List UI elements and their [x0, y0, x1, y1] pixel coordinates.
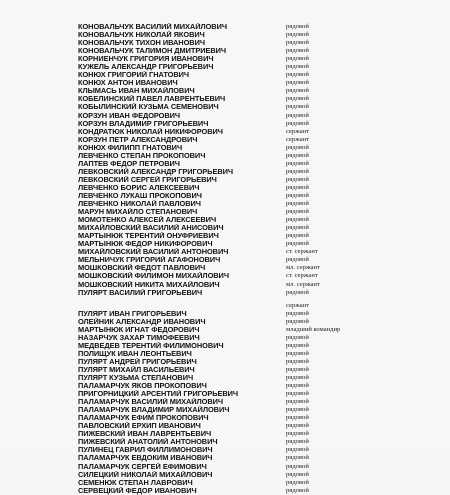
soldier-rank: рядовой: [286, 309, 309, 317]
soldier-rank: рядовой: [286, 486, 309, 494]
soldier-rank: рядовой: [286, 224, 309, 232]
list-item: [78, 454, 448, 462]
soldier-name: КОНОВАЛЬЧУК ВАСИЛИЙ МИХАЙЛОВИЧ: [78, 23, 227, 31]
soldier-name: [78, 302, 284, 310]
list-item: [78, 208, 448, 216]
soldier-name: ПРИГОРНИЦКИЙ АРСЕНТИЙ ГРИГОРЬЕВИЧ: [78, 390, 239, 399]
soldier-name: ПАЛАМАРЧУК ВЛАДИМИР МИХАЙЛОВИЧ: [78, 406, 230, 415]
list-item: [78, 438, 448, 446]
soldier-name: КОНЮХ ФИЛИПП ГНАТОВИЧ: [78, 143, 183, 152]
soldier-rank: мл. сержант: [286, 264, 320, 272]
soldier-rank: рядовой: [286, 374, 309, 382]
list-item: [78, 103, 448, 111]
soldier-rank: рядовой: [286, 317, 309, 325]
list-item: [78, 366, 448, 374]
soldier-rank: рядовой: [286, 143, 309, 151]
list-item: [78, 31, 448, 39]
soldier-name: КОБЕЛИНСКИЙ ПАВЕЛ ЛАВРЕНТЬЕВИЧ: [78, 95, 226, 104]
list-item: [78, 422, 448, 430]
list-item: [78, 281, 448, 289]
list-item: [78, 136, 448, 144]
soldier-name: ПУЛЯРТ КУЗЬМА СТЕПАНОВИЧ: [78, 374, 194, 383]
list-item: [78, 128, 448, 136]
list-item: [78, 216, 448, 224]
list-item: [78, 168, 448, 176]
soldier-name: ЛЕВЧЕНКО БОРИС АЛЕКСЕЕВИЧ: [78, 183, 200, 192]
list-item: [78, 406, 448, 414]
soldier-rank: рядовой: [286, 382, 309, 390]
soldier-name: СЕРВЕЦКИЙ ФЕДОР ИВАНОВИЧ: [78, 486, 197, 495]
soldier-rank: рядовой: [286, 87, 309, 95]
soldier-rank: рядовой: [286, 414, 309, 422]
list-item: [78, 152, 448, 160]
soldier-name: ПАЛАМАРЧУК ЕФИМ ПРОКОПОВИЧ: [78, 414, 209, 423]
list-item: [78, 350, 448, 358]
soldier-rank: рядовой: [286, 462, 309, 470]
soldier-rank: рядовой: [286, 79, 309, 87]
memorial-name-list: [78, 23, 448, 495]
soldier-name: КОНЮХ ГРИГОРИЙ ГНАТОВИЧ: [78, 71, 190, 80]
soldier-rank: рядовой: [286, 341, 309, 349]
list-item: [78, 232, 448, 240]
soldier-rank: мл. сержант: [286, 280, 320, 288]
soldier-rank: рядовой: [286, 119, 309, 127]
soldier-rank: рядовой: [286, 357, 309, 365]
list-item: [78, 326, 448, 334]
soldier-name: ЛЕВКОВСКИЙ АЛЕКСАНДР ГРИГОРЬЕВИЧ: [78, 167, 234, 176]
soldier-rank: рядовой: [286, 216, 309, 224]
list-item: [78, 39, 448, 47]
list-item: [78, 446, 448, 454]
list-item: [78, 463, 448, 471]
soldier-name: МОШКОВСКИЙ ФЕДОТ ПАВЛОВИЧ: [78, 264, 206, 273]
soldier-rank: ст. сержант: [286, 272, 318, 280]
soldier-name: ПОЛИЩУК ИВАН ЛЕОНТЬЕВИЧ: [78, 349, 192, 358]
soldier-name: КОРЗУН ИВАН ФЕДОРОВИЧ: [78, 111, 181, 120]
name-list-section: [78, 302, 448, 495]
soldier-name: ПАЛАМАРЧУК ЕВДОКИМ ИВАНОВИЧ: [78, 454, 213, 463]
list-item: [78, 272, 448, 280]
soldier-rank: сержант: [286, 301, 310, 309]
soldier-rank: рядовой: [286, 454, 309, 462]
list-item: [78, 184, 448, 192]
list-item: [78, 398, 448, 406]
list-item: [78, 471, 448, 479]
soldier-rank: рядовой: [286, 256, 309, 264]
soldier-rank: рядовой: [286, 183, 309, 191]
soldier-rank: рядовой: [286, 103, 309, 111]
soldier-rank: рядовой: [286, 232, 309, 240]
soldier-rank: рядовой: [286, 71, 309, 79]
list-item: [78, 382, 448, 390]
soldier-name: МОШКОВСКИЙ ФИЛИМОН МИХАЙЛОВИЧ: [78, 272, 229, 281]
soldier-name: ЛЕВКОВСКИЙ СЕРГЕЙ ГРИГОРЬЕВИЧ: [78, 175, 217, 184]
soldier-rank: рядовой: [286, 191, 309, 199]
soldier-name: ПУЛЯРТ АНДРЕЙ ГРИГОРЬЕВИЧ: [78, 357, 197, 366]
list-item: [78, 374, 448, 382]
soldier-name: КОНОВАЛЬЧУК НИКОЛАЙ ЯКОВИЧ: [78, 31, 205, 40]
list-item: [78, 256, 448, 264]
soldier-name: ЛЕВЧЕНКО ЛУКАШ ПРОКОПОВИЧ: [78, 191, 202, 200]
soldier-rank: рядовой: [286, 365, 309, 373]
soldier-name: КОНЮХ АНТОН ИВАНОВИЧ: [78, 79, 178, 88]
soldier-name: ПУЛЯРТ МИХАЙЛ ВАСИЛЬЕВИЧ: [78, 365, 195, 374]
list-item: [78, 112, 448, 120]
list-item: [78, 240, 448, 248]
soldier-name: ОЛЕЙНИК АЛЕКСАНДР ИВАНОВИЧ: [78, 317, 206, 326]
list-item: [78, 358, 448, 366]
soldier-rank: рядовой: [286, 470, 309, 478]
soldier-rank: рядовой: [286, 406, 309, 414]
soldier-name: МАРУН МИХАЙЛО СТЕПАНОВИЧ: [78, 208, 198, 217]
soldier-name: ПУЛЯРТ ИВАН ГРИГОРЬЕВИЧ: [78, 309, 187, 318]
soldier-rank: рядовой: [286, 438, 309, 446]
soldier-rank: рядовой: [286, 430, 309, 438]
list-item: [78, 310, 448, 318]
soldier-name: ЛЕВЧЕНКО НИКОЛАЙ ПАВЛОВИЧ: [78, 200, 201, 209]
soldier-name: МОШКОВСКИЙ НИКИТА МИХАЙЛОВИЧ: [78, 280, 220, 289]
soldier-name: КЛЫМАСЬ ИВАН МИХАЙЛОВИЧ: [78, 87, 195, 96]
soldier-rank: рядовой: [286, 159, 309, 167]
list-item: [78, 414, 448, 422]
list-item: [78, 71, 448, 79]
soldier-name: КОНДРАТЮК НИКОЛАЙ НИКИФОРОВИЧ: [78, 127, 223, 136]
soldier-rank: рядовой: [286, 240, 309, 248]
soldier-rank: сержант: [286, 127, 310, 135]
list-item: [78, 95, 448, 103]
soldier-name: МАРТЫНЮК ФЕДОР НИКИФОРОВИЧ: [78, 240, 213, 249]
list-item: [78, 318, 448, 326]
soldier-name: ПИЖЕВСКИЙ ИВАН ЛАВРЕНТЬЕВИЧ: [78, 430, 212, 439]
soldier-name: ЛЕВЧЕНКО СТЕПАН ПРОКОПОВИЧ: [78, 151, 206, 160]
soldier-rank: рядовой: [286, 111, 309, 119]
soldier-rank: рядовой: [286, 39, 309, 47]
list-item: [78, 160, 448, 168]
soldier-rank: рядовой: [286, 175, 309, 183]
soldier-rank: рядовой: [286, 390, 309, 398]
soldier-rank: рядовой: [286, 288, 309, 296]
soldier-rank: рядовой: [286, 47, 309, 55]
soldier-name: МАРТЫНЮК ТЕРЕНТИЙ ОНУФРИЕВИЧ: [78, 232, 219, 241]
list-item: [78, 430, 448, 438]
soldier-name: ПАЛАМАРЧУК СЕРГЕЙ ЕФИМОВИЧ: [78, 462, 207, 471]
soldier-rank: сержант: [286, 135, 310, 143]
list-item: [78, 63, 448, 71]
soldier-rank: младший командир: [286, 325, 341, 333]
soldier-rank: рядовой: [286, 208, 309, 216]
soldier-rank: рядовой: [286, 95, 309, 103]
list-item: [78, 87, 448, 95]
soldier-rank: рядовой: [286, 422, 309, 430]
list-item: [78, 192, 448, 200]
soldier-rank: рядовой: [286, 23, 309, 30]
list-item: [78, 47, 448, 55]
list-item: [78, 334, 448, 342]
soldier-rank: рядовой: [286, 31, 309, 39]
list-item: [78, 264, 448, 272]
soldier-name: КОНОВАЛЬЧУК ТИХОН ИВАНОВИЧ: [78, 39, 205, 48]
soldier-name: КОБЫЛИНСКИЙ КУЗЬМА СЕМЕНОВИЧ: [78, 103, 219, 112]
list-item: [78, 224, 448, 232]
list-item: [78, 79, 448, 87]
soldier-name: НАЗАРЧУК ЗАХАР ТИМОФЕЕВИЧ: [78, 333, 200, 342]
list-item: [78, 289, 448, 297]
list-item: [78, 302, 448, 310]
soldier-name: МОМОТЕНКО АЛЕКСЕЙ АЛЕКСЕЕВИЧ: [78, 216, 217, 225]
name-list-section: [78, 23, 448, 297]
soldier-name: ПИЖЕВСКИЙ АНАТОЛИЙ АНТОНОВИЧ: [78, 438, 218, 447]
soldier-name: СЕМЕНЮК СТЕПАН ЛАВРОВИЧ: [78, 478, 193, 487]
soldier-name: ПУЛИНЕЦ ГАВРИЛ ФИЛЛИМОНОВИЧ: [78, 446, 213, 455]
list-item: [78, 248, 448, 256]
soldier-name: КУЖЕЛЬ АЛЕКСАНДР ГРИГОРЬЕВИЧ: [78, 63, 214, 72]
soldier-rank: рядовой: [286, 349, 309, 357]
list-item: [78, 144, 448, 152]
list-item: [78, 55, 448, 63]
soldier-name: КОРНИЕНЧУК ГРИГОРИЯ ИВАНОВИЧ: [78, 55, 214, 64]
list-item: [78, 23, 448, 31]
soldier-name: СИЛЕЦКИЙ НИКОЛАЙ МИХАЙЛОВИЧ: [78, 470, 213, 479]
soldier-name: ПУЛЯРТ ВАСИЛИЙ ГРИГОРЬЕВИЧ: [78, 288, 203, 297]
list-item: [78, 120, 448, 128]
soldier-name: ПАЛАМАРЧУК ЯКОВ ПРОКОПОВИЧ: [78, 382, 207, 391]
soldier-name: ПАЛАМАРЧУК ВАСИЛИЙ МИХАЙЛОВИЧ: [78, 398, 224, 407]
soldier-name: МЕЛЬНИЧУК ГРИГОРИЙ АГАФОНОВИЧ: [78, 256, 221, 265]
soldier-name: ЛАПТЕВ ФЕДОР ПЕТРОВИЧ: [78, 159, 180, 168]
list-item: [78, 342, 448, 350]
list-item: [78, 479, 448, 487]
soldier-rank: рядовой: [286, 200, 309, 208]
soldier-name: МИХАЙЛОВСКИЙ ВАСИЛИЙ АНИСОВИЧ: [78, 224, 224, 233]
soldier-rank: рядовой: [286, 167, 309, 175]
soldier-rank: рядовой: [286, 151, 309, 159]
soldier-rank: рядовой: [286, 63, 309, 71]
soldier-name: КОНОВАЛЬЧУК ТАЛИМОН ДМИТРИЕВИЧ: [78, 47, 227, 56]
soldier-name: МЕДВЕДЕВ ТЕРЕНТИЙ ФИЛИМОНОВИЧ: [78, 341, 224, 350]
list-item: [78, 176, 448, 184]
soldier-rank: рядовой: [286, 398, 309, 406]
soldier-name: МАРТЫНЮК ИГНАТ ФЕДОРОВИЧ: [78, 325, 200, 334]
soldier-rank: рядовой: [286, 446, 309, 454]
list-item: [78, 487, 448, 495]
soldier-rank: рядовой: [286, 333, 309, 341]
soldier-name: КОРЗУН ВЛАДИМИР ГРИГОРЬЕВИЧ: [78, 119, 209, 128]
soldier-rank: рядовой: [286, 55, 309, 63]
list-item: [78, 200, 448, 208]
soldier-name: ПАВЛОВСКИЙ ЕРХИП ИВАНОВИЧ: [78, 422, 201, 431]
soldier-name: МИХАЙЛОВСКИЙ ВАСИЛИЙ АНТОНОВИЧ: [78, 248, 229, 257]
soldier-name: КОРЗУН ПЕТР АЛЕКСАНДРОВИЧ: [78, 135, 198, 144]
soldier-rank: рядовой: [286, 478, 309, 486]
soldier-rank: ст. сержант: [286, 248, 318, 256]
list-item: [78, 390, 448, 398]
